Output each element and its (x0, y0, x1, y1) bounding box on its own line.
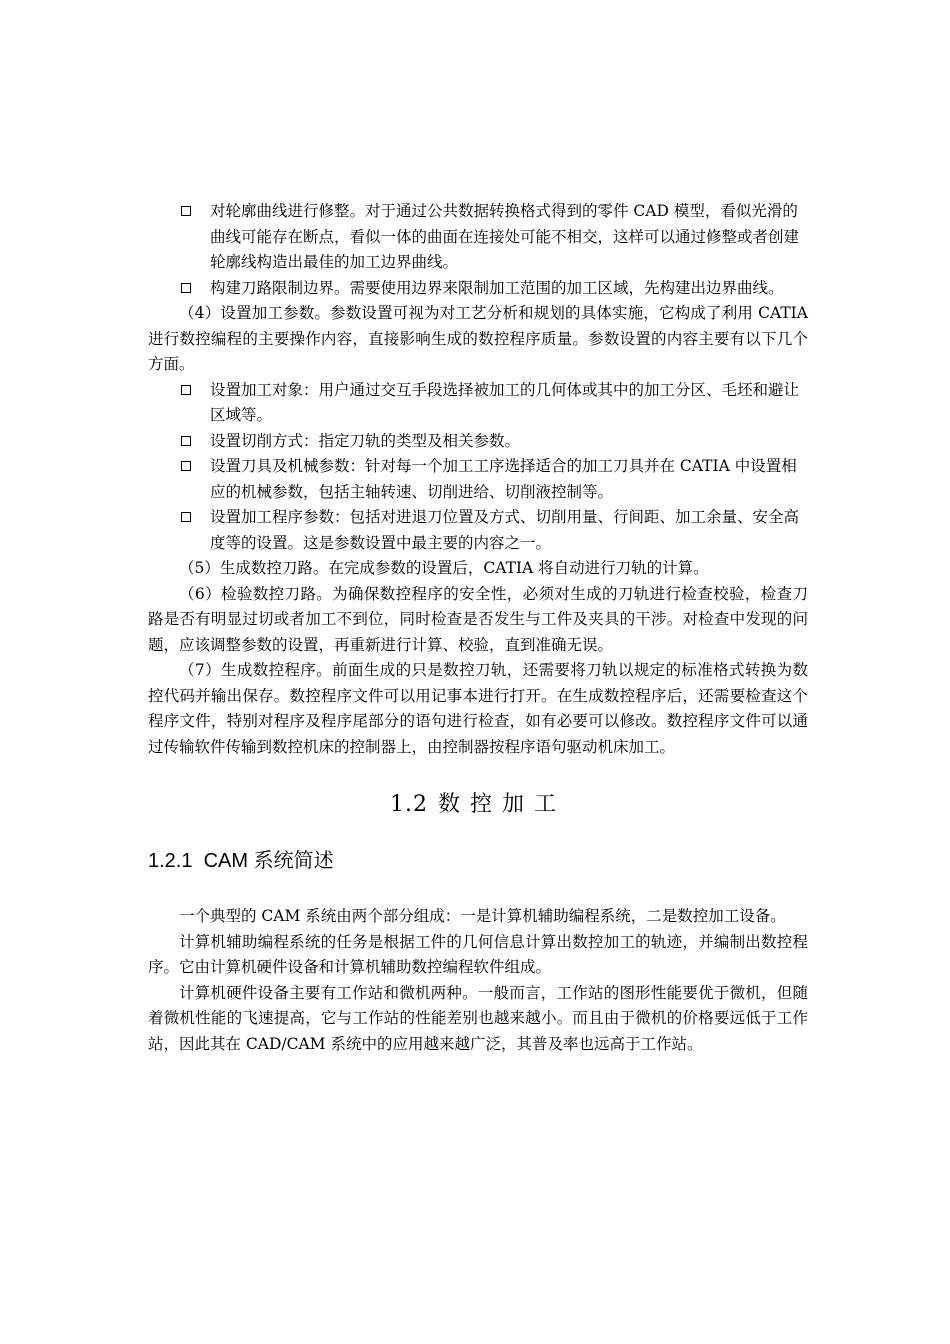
checkbox-bullet-icon (181, 385, 191, 395)
bullet-text: 对轮廓曲线进行修整。对于通过公共数据转换格式得到的零件 CAD 模型，看似光滑的曲线可能存在断点，看似一体的曲面在连接处可能不相交，这样可以通过修整或者创建轮廓线构造出最佳的加工边界曲线。 (210, 202, 800, 271)
subsection-heading: 1.2.1 CAM 系统简述 (148, 850, 334, 872)
step-5-paragraph: （5）生成数控刀路。在完成参数的设置后，CATIA 将自动进行刀轨的计算。 (179, 559, 709, 577)
checkbox-bullet-icon (181, 512, 191, 522)
checkbox-bullet-icon (181, 283, 191, 293)
bullet-text: 设置加工对象：用户通过交互手段选择被加工的几何体或其中的加工分区、毛坯和避让区域等。 (210, 380, 800, 424)
checkbox-bullet-icon (181, 461, 191, 471)
bullet-text: 设置切削方式：指定刀轨的类型及相关参数。 (210, 431, 521, 450)
section-heading (148, 790, 808, 820)
bullet-item (148, 454, 808, 505)
bullet-text: 构建刀路限制边界。需要使用边界来限制加工范围的加工区域，先构建出边界曲线。 (210, 278, 784, 297)
checkbox-bullet-icon (181, 206, 191, 216)
section-number: 1.2 (389, 792, 428, 817)
bullet-item (148, 429, 808, 455)
bullet-item (148, 276, 808, 302)
body-paragraph: 一个典型的 CAM 系统由两个部分组成：一是计算机辅助编程系统，二是数控加工设备。 (179, 907, 786, 925)
step-4-paragraph: （4）设置加工参数。参数设置可视为对工艺分析和规划的具体实施，它构成了利用 CATIA 进行数控编程的主要操作内容，直接影响生成的数控程序质量。参数设置的内容主要有以下几个方面。 (148, 304, 808, 373)
body-paragraph: 计算机辅助编程系统的任务是根据工件的几何信息计算出数控加工的轨迹，并编制出数控程序。它由计算机硬件设备和计算机辅助数控编程软件组成。 (148, 932, 808, 976)
bullet-item (148, 378, 808, 429)
bullet-text: 设置刀具及机械参数：针对每一个加工工序选择适合的加工刀具并在 CATIA 中设置相应的机械参数，包括主轴转速、切削进给、切削液控制等。 (210, 457, 797, 501)
checkbox-bullet-icon (181, 436, 191, 446)
bullet-item (148, 199, 808, 276)
body-paragraph: 计算机硬件设备主要有工作站和微机两种。一般而言，工作站的图形性能要优于微机，但随着微机性能的飞速提高，它与工作站的性能差别也越来越小。而且由于微机的价格要远低于工作站，因此其在 CAD/CAM 系统中的应用越来越广泛，其普及率也远高于工作站。 (148, 983, 808, 1053)
bullet-item (148, 505, 808, 556)
bullet-text: 设置加工程序参数：包括对进退刀位置及方式、切削用量、行间距、加工余量、安全高度等的设置。这是参数设置中最主要的内容之一。 (210, 508, 800, 552)
step-6-paragraph: （6）检验数控刀路。为确保数控程序的安全性，必须对生成的刀轨进行检查校验，检查刀路是否有明显过切或者加工不到位，同时检查是否发生与工件及夹具的干涉。对检查中发现的问题，应该调整参数的设置，再重新进行计算、校验，直到准确无误。 (148, 584, 808, 654)
page-content (148, 199, 808, 1057)
section-title: 数控加工 (437, 792, 566, 817)
step-7-paragraph: （7）生成数控程序。前面生成的只是数控刀轨，还需要将刀轨以规定的标准格式转换为数控代码并输出保存。数控程序文件可以用记事本进行打开。在生成数控程序后，还需要检查这个程序文件，特别对程序及程序尾部分的语句进行检查，如有必要可以修改。数控程序文件可以通过传输软件传输到数控机床的控制器上，由控制器按程序语句驱动机床加工。 (148, 661, 808, 756)
